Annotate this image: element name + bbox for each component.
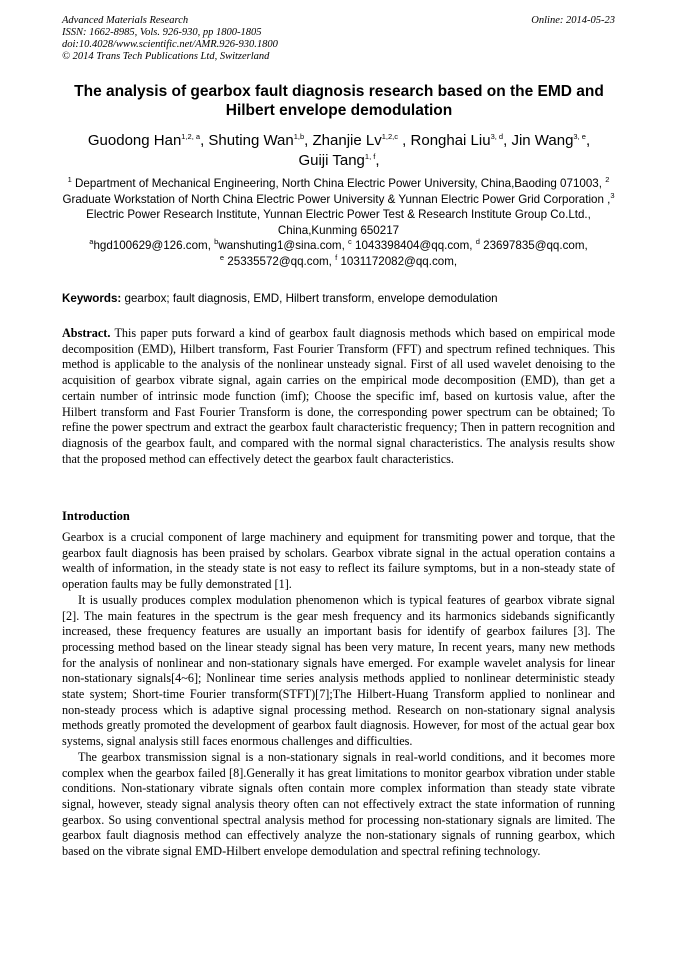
email-c: 1043398404@qq.com, [351,239,476,252]
keywords-text: gearbox; fault diagnosis, EMD, Hilbert transform, envelope demodulation [121,292,498,305]
author-sup: 1,b [293,132,305,141]
affiliation-sup: 3 [610,190,615,200]
author-sep: , [503,132,512,149]
author-name: Shuting Wan [208,132,294,149]
abstract [62,326,615,467]
author-name: Jin Wang [511,132,574,149]
author-sep: , [200,132,209,149]
author-sep: , [375,152,380,169]
author-name: Ronghai Liu [410,132,491,149]
affiliation-sup: 2 [605,175,610,185]
email-e: 25335572@qq.com, [224,254,336,268]
introduction-body [62,530,615,860]
issn-line: ISSN: 1662-8985, Vols. 926-930, pp 1800-1805 [62,27,262,38]
email-sup: b [214,237,219,247]
affiliation-1: Department of Mechanical Engineering, North China Electric Power University, China,Baoding 071003, [71,177,606,190]
email-f: 1031172082@qq.com, [337,254,458,268]
author-sup: 3, d [490,132,504,141]
author-sup: 3, e [573,132,586,141]
journal-name: Advanced Materials Research [62,15,189,26]
abstract-text: This paper puts forward a kind of gearbox fault diagnosis methods which based on empirical mode decomposition (EMD), Hilbert transform, Fast Fourier Transform (FFT) and spectrum refined techniques. This method is applicable to the analysis of the nonlinear unsteady signal. First of all used wavelet denoising to the acquisition of gearbox vibrate signal, again carries on the empirical mode decomposition (EMD), than get a certain number of intrinsic mode function (imf); Choose the specific imf, based on kurtosis value, after the Hilbert transform and Fast Fourier Transform is done, the corresponding power spectrum can be obtained; To refine the power spectrum and extract the gearbox fault characteristic frequency; Then in pattern recognition and diagnosis of the gearbox fault, and compared with the normal signal characteristics. The analysis results show that the proposed method can effectively detect the gearbox fault characteristics. [62,326,615,466]
abstract-label: Abstract. [62,326,111,340]
author-name: Guiji Tang [298,152,365,169]
email-sup: a [89,237,94,247]
author-list [50,131,628,171]
author-name: Guodong Han [87,132,182,149]
email-sup: c [348,237,352,247]
online-date: Online: 2014-05-23 [531,15,615,26]
paper-title: The analysis of gearbox fault diagnosis research based on the EMD and Hilbert envelope demodulation [74,83,604,119]
author-name: Zhanjie Lv [312,132,382,149]
introduction-heading: Introduction [62,509,130,523]
journal-header [62,15,615,63]
email-d: 23697835@qq.com, [479,239,588,252]
affiliation-sup: 1 [67,175,72,185]
paragraph: Gearbox is a crucial component of large machinery and equipment for transmiting power and torque, that the gearbox fault diagnosis has been praised by scholars. Gearbox vibrate signal in the actual operation contains a wealth of information, in the steady state is not easy to reflect its failure symptoms, but in a non-steady state of operation faults may be fully demonstrated [1]. [62,530,615,592]
doi-line: doi:10.4028/www.scientific.net/AMR.926-930.1800 [62,39,278,50]
email-sup: e [219,252,225,262]
affiliation-2: Graduate Workstation of North China Electric Power University & Yunnan Electric Power Grid Corporation , [62,192,611,206]
author-sup: 1,2, a [181,132,201,141]
email-a: hgd100629@126.com, [93,239,215,252]
copyright-line: © 2014 Trans Tech Publications Ltd, Switzerland [62,51,270,62]
paragraph: The gearbox transmission signal is a non-stationary signals in real-world conditions, and it becomes more complex when the gearbox failed [8].Generally it has great limitations to monitor gearbox vibration under stable conditions. Non-stationary vibrate signals often contain more complex information than steady state vibrate signal, however, steady signal analysis theory often can not effectively extract the state information of running gearbox. So using conventional spectral analysis method for processing non-stationary signals are limited. The gearbox fault diagnosis method can effectively analyze the non-stationary signals of running gearbox, which based on the vibrate signal EMD-Hilbert envelope demodulation and spectral refining technology. [62,749,615,859]
affiliations [62,176,615,238]
author-sep: , [585,132,591,149]
author-sup: 1,2,c [381,132,398,141]
author-sep: , [304,132,313,149]
affiliation-3: Electric Power Research Institute, Yunnan Electric Power Test & Research Institute Group Co.Ltd., China,Kunming 650217 [86,208,591,237]
paragraph: It is usually produces complex modulation phenomenon which is typical features of gearbox vibrate signal [2]. The main features in the spectrum is the gear mesh frequency and its harmonics sidebands significantly increased, these frequency features are usually an important basis for identify of gearbox failures [3]. The processing method based on the linear steady signal has been very mature, In recent years, many new methods for the analysis of nonlinear and non-stationary signals have emerged. For example wavelet analysis for linear non-stationary signals[4~6]; Nonlinear time series analysis methods applied to nonlinear deterministic steady state system; Short-time Fourier transform(STFT)[7];The Hilbert-Huang Transform applied to nonlinear and non-steady process which is adaptive signal processing method. Research on non-stationary signal analysis methods greatly promoted the development of gearbox fault diagnosis. However, for most of the actual gear box systems, signal analysis still faces enormous challenges and difficulties. [62,592,615,749]
author-emails [62,238,615,269]
keywords [62,291,615,306]
keywords-label: Keywords: [62,292,122,305]
email-sup: f [335,252,338,262]
email-sup: d [475,237,480,247]
email-b: wanshuting1@sina.com, [218,239,349,252]
author-sep: , [398,132,411,149]
author-sup: 1, f [364,152,376,161]
